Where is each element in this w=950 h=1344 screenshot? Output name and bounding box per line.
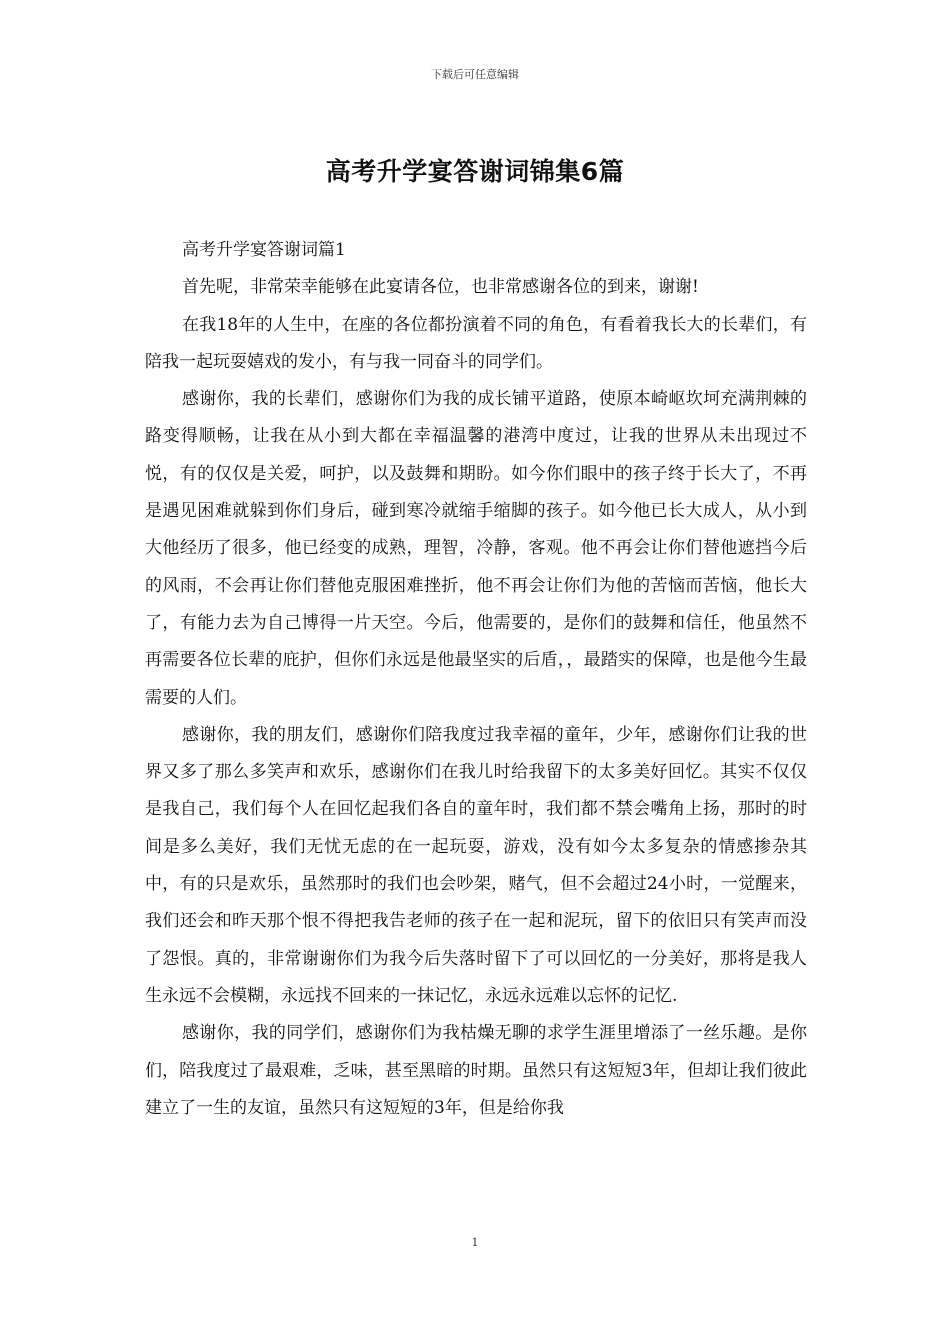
paragraph: 首先呢，非常荣幸能够在此宴请各位，也非常感谢各位的到来，谢谢! — [182, 277, 699, 298]
document-body — [145, 232, 807, 1127]
header-note: 下载后可任意编辑 — [431, 68, 519, 81]
paragraph: 感谢你，我的长辈们，感谢你们为我的成长铺平道路，使原本崎岖坎坷充满荆棘的路变得顺畅，让我在从小到大都在幸福温馨的港湾中度过，让我的世界从未出现过不悦，有的仅仅是关爱，呵护，以及鼓舞和期盼。如今你们眼中的孩子终于长大了，不再是遇见困难就躲到你们身后，碰到寒冷就缩手缩脚的孩子。如今他已长大成人，从小到大他经历了很多，他已经变的成熟，理智，冷静，客观。他不再会让你们替他遮挡今后的风雨，不会再让你们替他克服困难挫折，他不再会让你们为他的苦恼而苦恼，他长大了，有能力去为自己博得一片天空。今后，他需要的，是你们的鼓舞和信任，他虽然不再需要各位长辈的庇护，但你们永远是他最坚实的后盾，，最踏实的保障，也是他今生最需要的人们。 — [145, 389, 807, 708]
paragraph: 感谢你，我的朋友们，感谢你们陪我度过我幸福的童年，少年，感谢你们让我的世界又多了那么多笑声和欢乐，感谢你们在我儿时给我留下的太多美好回忆。其实不仅仅是我自己，我们每个人在回忆起我们各自的童年时，我们都不禁会嘴角上扬，那时的时间是多么美好，我们无忧无虑的在一起玩耍，游戏，没有如今太多复杂的情感掺杂其中，有的只是欢乐，虽然那时的我们也会吵架，赌气，但不会超过24小时，一觉醒来，我们还会和昨天那个恨不得把我告老师的孩子在一起和泥玩，留下的依旧只有笑声而没了怨恨。真的，非常谢谢你们为我今后失落时留下了可以回忆的一分美好，那将是我人生永远不会模糊，永远找不回来的一抹记忆，永远永远难以忘怀的记忆. — [145, 724, 807, 1006]
document-title: 高考升学宴答谢词锦集6篇 — [325, 157, 625, 186]
page-number: 1 — [471, 1236, 479, 1249]
paragraph: 感谢你，我的同学们，感谢你们为我枯燥无聊的求学生涯里增添了一丝乐趣。是你们，陪我度过了最艰难，乏味，甚至黑暗的时期。虽然只有这短短3年，但却让我们彼此建立了一生的友谊，虽然只有这短短的3年，但是给你我 — [145, 1023, 807, 1118]
paragraph: 在我18年的人生中，在座的各位都扮演着不同的角色，有看着我长大的长辈们，有陪我一起玩耍嬉戏的发小，有与我一同奋斗的同学们。 — [145, 314, 807, 372]
section-heading: 高考升学宴答谢词篇1 — [182, 240, 346, 260]
